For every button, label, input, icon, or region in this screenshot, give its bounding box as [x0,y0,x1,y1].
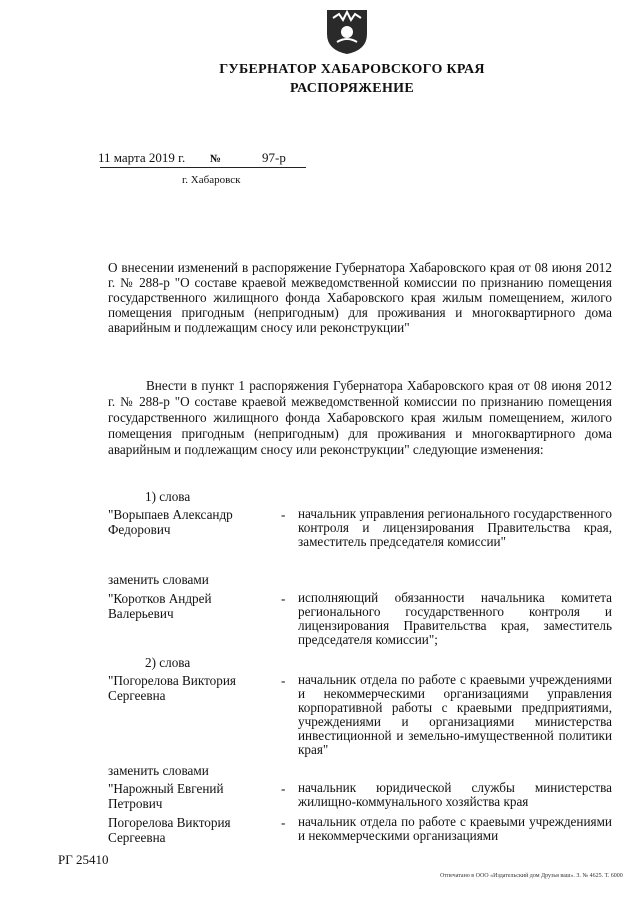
document-city: г. Хабаровск [182,174,241,186]
entry-name-3: "Погорелова Виктория Сергеевна [108,673,236,703]
entry-dash-4: - [281,781,286,796]
entry-name-1: "Ворыпаев Александр Федорович [108,507,233,537]
date-underline [100,167,306,168]
entry-dash-3: - [281,673,286,688]
coat-of-arms-emblem [323,6,371,56]
printer-imprint: Отпечатано в ООО «Издательский дом Друзья ваш». З. № 4625. Т. 6000 [440,873,623,879]
entry-dash-1: - [281,507,286,522]
entry-name-5: Погорелова Виктория Сергеевна [108,815,231,845]
registration-code: РГ 25410 [58,852,109,867]
item-1-label: 1) слова [145,489,191,504]
item-2-label: 2) слова [145,655,191,670]
document-date: 11 марта 2019 г. [98,150,186,165]
document-number: 97-р [262,150,286,165]
replace-label-2: заменить словами [108,763,209,778]
entry-dash-2: - [281,591,286,606]
entry-name-2: "Коротков Андрей Валерьевич [108,591,212,621]
body-intro: Внести в пункт 1 распоряжения Губернатора Хабаровского края от 08 июня 2012 г. № 288-р "О составе краевой межведомственной комиссии по признанию помещения государственного жилищного фонда Хабаровского края жилым помещением, жилого помещения пригодным (непригодным) для проживания и многоквартирного дома аварийным и подлежащим сносу или реконструкции" следующие изменения: [108,378,612,457]
document-type-heading: РАСПОРЯЖЕНИЕ [290,81,414,96]
entry-desc-3: начальник отдела по работе с краевыми учреждениями и некоммерческими организациями управления корпоративной работы с краевыми предприятиями, учреждениями и организациями министерства инвестиционной и земельно-имущественной политики края" [298,672,612,757]
entry-dash-5: - [281,815,286,830]
number-label: № [210,153,222,165]
entry-name-4: "Нарожный Евгений Петрович [108,781,224,811]
governor-heading: ГУБЕРНАТОР ХАБАРОВСКОГО КРАЯ [219,62,485,77]
entry-desc-5: начальник отдела по работе с краевыми учреждениями и некоммерческими организациями [298,814,612,843]
entry-desc-4: начальник юридической службы министерства жилищно-коммунального хозяйства края [298,780,612,809]
entry-desc-1: начальник управления регионального государственного контроля и лицензирования Правительства края, заместитель председателя комиссии" [298,506,612,549]
document-title: О внесении изменений в распоряжение Губернатора Хабаровского края от 08 июня 2012 г. № 288-р "О составе краевой межведомственной комиссии по признанию помещения государственного жилищного фонда Хабаровского края жилым помещением, жилого помещения пригодным (непригодным) для проживания и многоквартирного дома аварийным и подлежащим сносу или реконструкции" [108,260,612,335]
entry-desc-2: исполняющий обязанности начальника комитета регионального государственного контроля и лицензирования Правительства края, заместитель председателя комиссии"; [298,590,612,647]
replace-label-1: заменить словами [108,572,209,587]
